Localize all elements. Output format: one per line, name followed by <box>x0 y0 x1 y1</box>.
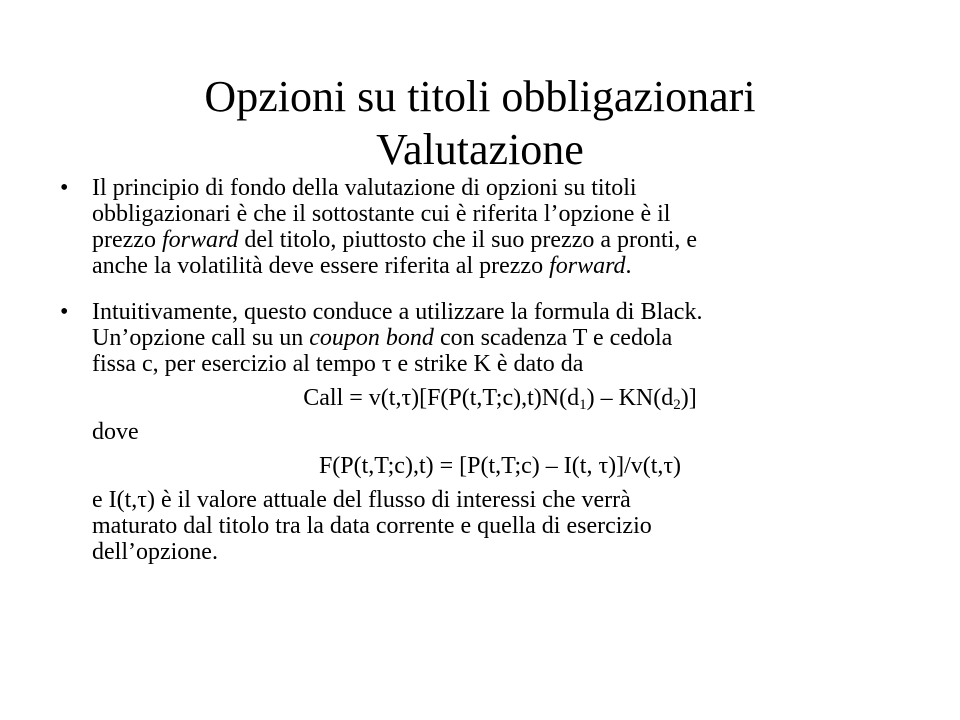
bullet-2-line-1: Intuitivamente, questo conduce a utilizzare la formula di Black. <box>92 299 703 325</box>
bullet-1-line-2: obbligazionari è che il sottostante cui è riferita l’opzione è il <box>92 201 671 227</box>
title-line-1: Opzioni su titoli obbligazionari <box>204 72 756 121</box>
bullet-2-end-line-3: dell’opzione. <box>92 539 218 565</box>
bullet-2-line-3: fissa c, per esercizio al tempo τ e strike K è dato da <box>92 351 584 377</box>
bullet-2-end-line-1: e I(t,τ) è il valore attuale del flusso di interessi che verrà <box>92 487 631 513</box>
bullet-1-line-3 <box>92 227 908 253</box>
italic-term: forward <box>161 227 239 253</box>
bullet-item-2 <box>58 299 908 565</box>
italic-term: forward <box>549 253 626 279</box>
call-formula <box>92 385 908 411</box>
text-run: . <box>625 253 632 279</box>
subscript: 1 <box>579 397 587 413</box>
slide-title <box>80 70 880 176</box>
text-run: con scadenza T e cedola <box>433 325 673 351</box>
text-run: del titolo, piuttosto che il suo prezzo a pronti, e <box>238 227 697 253</box>
forward-price-formula: F(P(t,T;c),t) = [P(t,T;c) – I(t, τ)]/v(t,τ) <box>318 453 682 479</box>
bullet-marker: • <box>60 175 69 201</box>
formula-part: )] <box>680 385 697 411</box>
dove-label: dove <box>92 419 139 445</box>
title-line-2: Valutazione <box>376 125 584 174</box>
bullet-item-1 <box>58 175 908 279</box>
bullet-2-end-line-2: maturato dal titolo tra la data corrente e quella di esercizio <box>92 513 652 539</box>
formula-part: Call = v(t,τ)[F(P(t,T;c),t)N(d <box>303 385 580 411</box>
slide-body <box>58 175 908 565</box>
italic-term: coupon bond <box>309 325 434 351</box>
subscript: 2 <box>673 397 681 413</box>
text-run: anche la volatilità deve essere riferita al prezzo <box>92 253 550 279</box>
bullet-marker: • <box>60 299 69 325</box>
bullet-2-line-2 <box>92 325 908 351</box>
bullet-1-line-4 <box>92 253 908 279</box>
text-run: Un’opzione call su un <box>92 325 310 351</box>
text-run: prezzo <box>92 227 162 253</box>
bullet-1-line-1: Il principio di fondo della valutazione di opzioni su titoli <box>92 175 637 201</box>
formula-part: ) – KN(d <box>586 385 674 411</box>
